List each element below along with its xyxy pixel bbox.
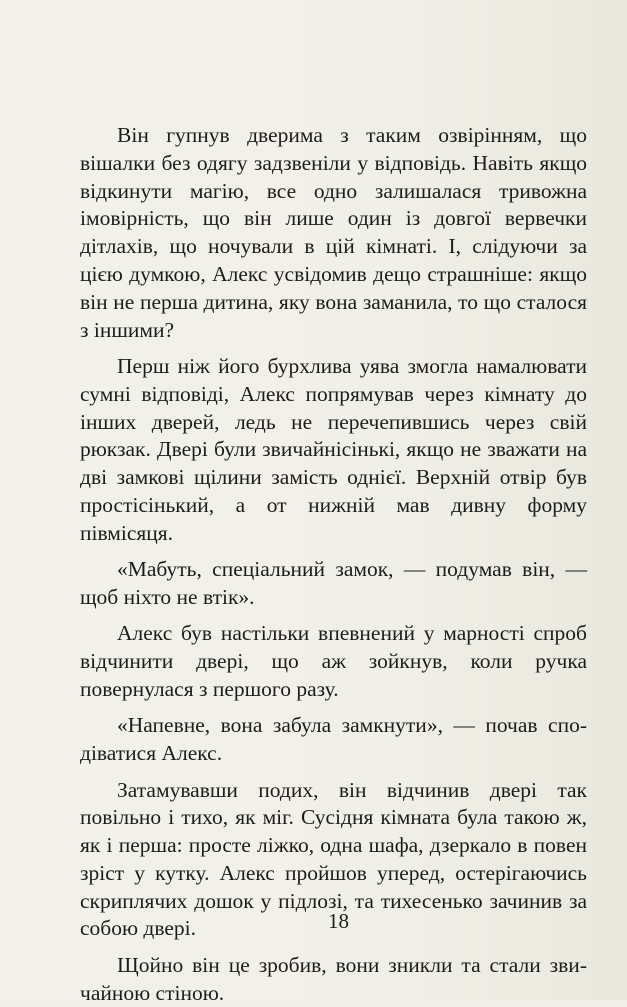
body-text [80,122,587,1007]
paragraph-3: «Мабуть, спеціальний замок, — подумав він, — щоб ніхто не втік». [80,557,587,609]
paragraph-5: «Напевне, вона забула замкнути», — почав сподіватися Алекс. [80,713,587,766]
page-number: 18 [328,909,349,933]
paragraph-6: Затамувавши подих, він відчинив двері так повільно і тихо, як міг. Сусідня кімната була такою ж, як і перша: просте ліжко, одна шафа, дзеркало в повен зріст у кутку. Алекс пройшов уперед, остерігаючись скриплячих дошок у підлозі, та тихесенько зачинив за собою двері. [80,777,587,941]
paragraph-4: Алекс був настільки впевнений у марності спроб відчинити двері, що аж зойкнув, коли ручка повернулася з першого разу. [80,621,587,701]
paragraph-7: Щойно він це зробив, вони зникли та стали звичайною стіною. [80,952,587,1005]
paragraph-2: Перш ніж його бурхлива уява змогла намалювати сумні відповіді, Алекс попрямував через кімнату до інших дверей, ледь не перечепившись через свій рюкзак. Двері були звичайнісінькі, якщо не зважати на дві замкові щілини замість однієї. Верхній отвір був простісінький, а от нижній мав дивну форму півмісяця. [80,353,587,545]
paragraph-1: Він гупнув дверима з таким озвірінням, що вішалки без одягу задзвеніли у відповідь. Навіть якщо відкинути магію, все одно залишалася тривожна імовірність, що він лише один із довгої вервечки дітлахів, що ночували в цій кімнаті. І, слідуючи за цією думкою, Алекс усвідомив дещо страшніше: якщо він не перша дитина, яку вона заманила, то що сталося з іншими? [80,123,587,342]
